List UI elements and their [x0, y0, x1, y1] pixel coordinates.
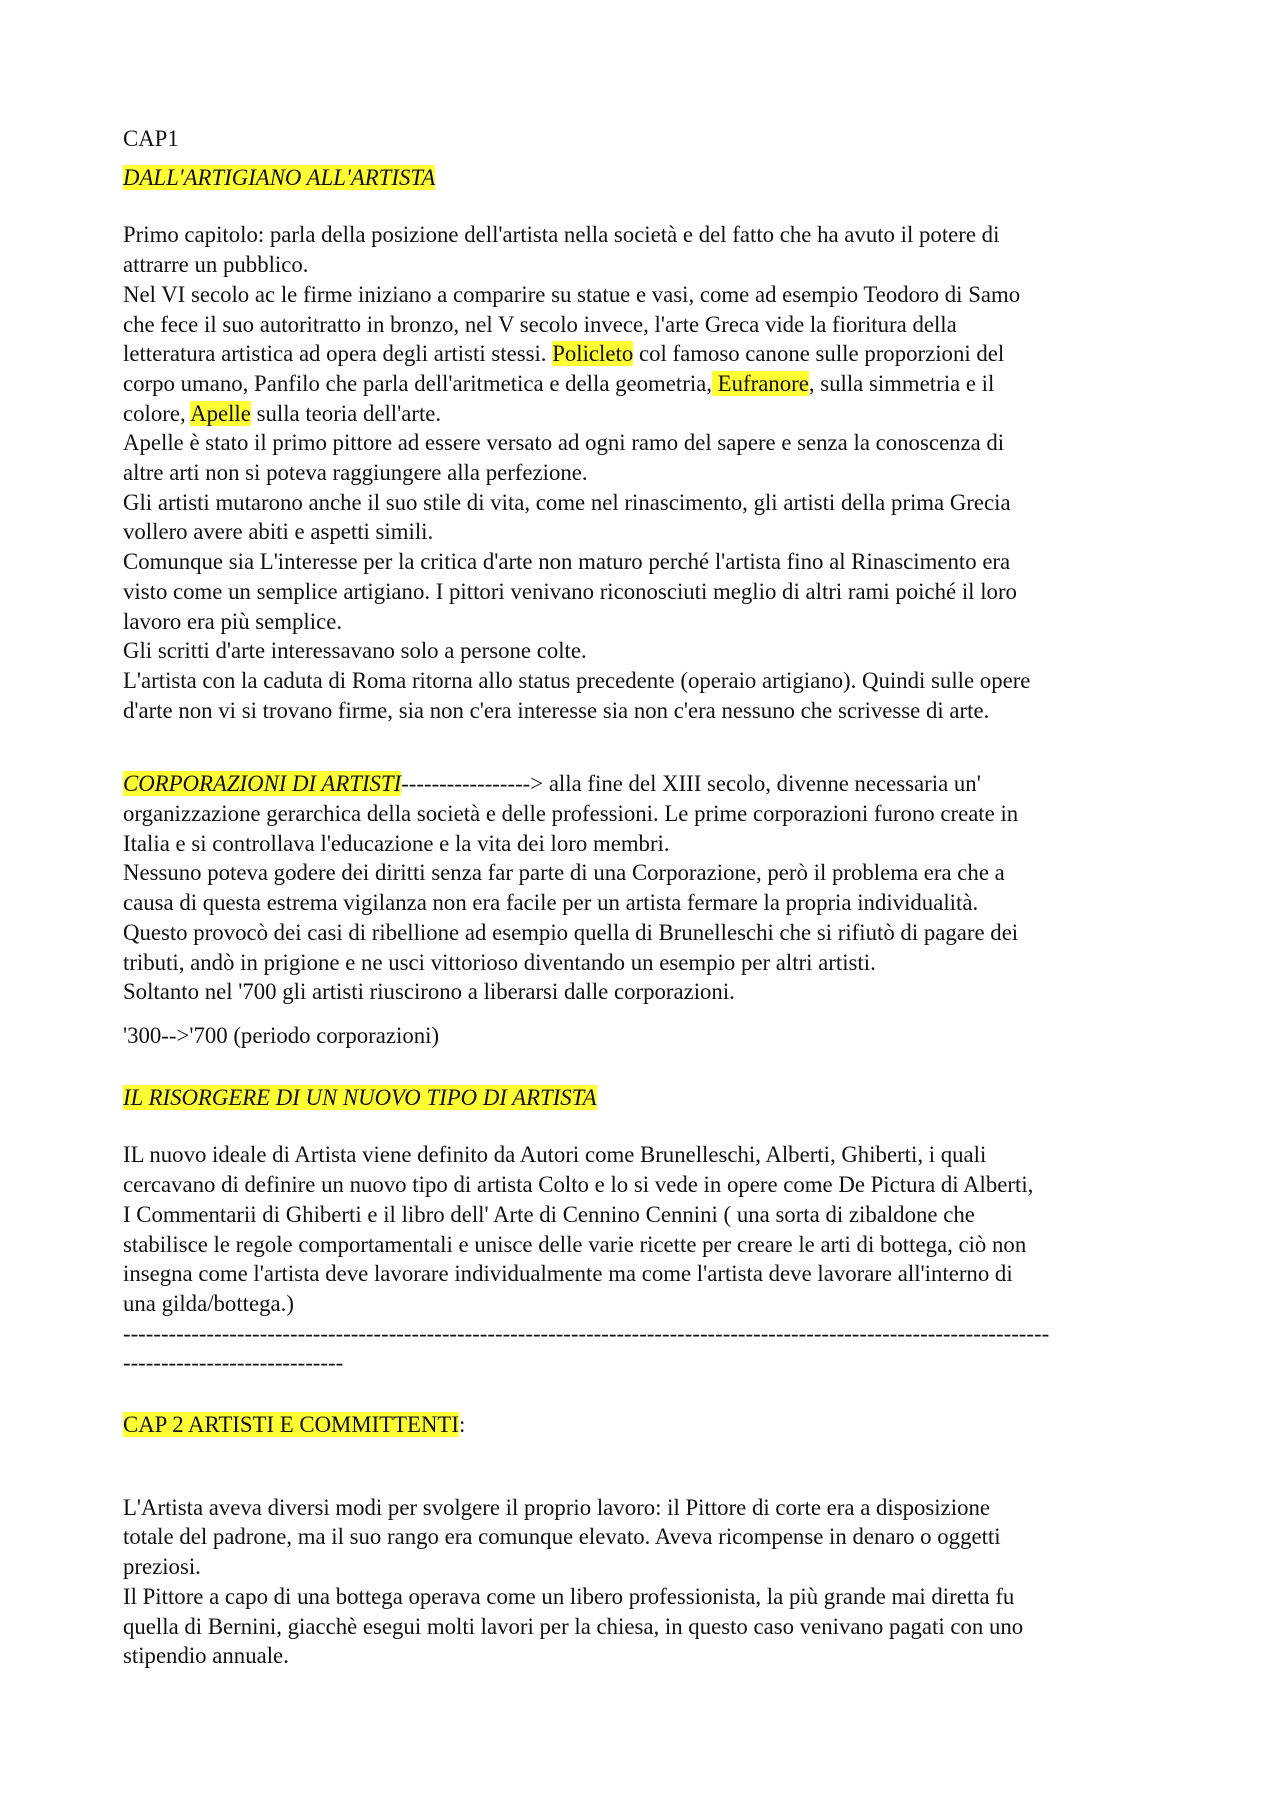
paragraph-line: Il Pittore a capo di una bottega operava come un libero professionista, la più grande mai diretta fu — [123, 1583, 1015, 1609]
paragraph-line: totale del padrone, ma il suo rango era comunque elevato. Aveva ricompense in denaro o oggetti — [123, 1524, 1001, 1550]
paragraph-line: quella di Bernini, giacchè esegui molti lavori per la chiesa, in questo caso venivano pagati con uno — [123, 1613, 1024, 1639]
paragraph-line — [123, 369, 1160, 399]
paragraph-line: L'artista con la caduta di Roma ritorna allo status precedente (operaio artigiano). Quindi sulle opere — [123, 667, 1031, 693]
paragraph-line: lavoro era più semplice. — [123, 608, 343, 634]
paragraph-line — [123, 769, 1160, 799]
highlight-eufranore: Eufranore — [711, 370, 809, 396]
heading-text: DALL'ARTIGIANO ALL'ARTISTA — [123, 164, 436, 190]
paragraph-line: insegna come l'artista deve lavorare individualmente ma come l'artista deve lavorare all'interno di — [123, 1261, 1013, 1287]
paragraph-line: attrarre un pubblico. — [123, 252, 309, 278]
section-2-paragraph — [123, 769, 1160, 1007]
paragraph-line: Soltanto nel '700 gli artisti riuscirono a liberarsi dalle corporazioni. — [123, 979, 735, 1005]
paragraph-line: Apelle è stato il primo pittore ad essere versato ad ogni ramo del sapere e senza la conoscenza di — [123, 430, 1005, 456]
text-run: -----------------> alla fine del XIII secolo, divenne necessaria un' — [401, 771, 981, 797]
dashed-rule: -------------------------------------------------------------------------------------------------------------------------- — [123, 1320, 1050, 1346]
text-run: , sulla simmetria e il — [808, 370, 995, 396]
section-4-paragraph — [123, 1493, 1160, 1671]
paragraph-line: tributi, andò in prigione e ne usci vittorioso diventando un esempio per altri artisti. — [123, 949, 876, 975]
paragraph-line: Primo capitolo: parla della posizione dell'artista nella società e del fatto che ha avuto il potere di — [123, 222, 1000, 248]
paragraph-line: Gli artisti mutarono anche il suo stile di vita, come nel rinascimento, gli artisti della prima Grecia — [123, 489, 1011, 515]
paragraph-line: preziosi. — [123, 1554, 201, 1580]
paragraph-line — [123, 339, 1160, 369]
paragraph-line: I Commentarii di Ghiberti e il libro dell' Arte di Cennino Cennini ( una sorta di zibaldone che — [123, 1201, 975, 1227]
heading-risorgere — [123, 1083, 1160, 1113]
heading-colon: : — [458, 1412, 466, 1438]
paragraph-line: Nel VI secolo ac le firme iniziano a comparire su statue e vasi, come ad esempio Teodoro di Samo — [123, 281, 1021, 307]
paragraph-line: una gilda/bottega.) — [123, 1290, 294, 1316]
text-run: colore, — [123, 400, 191, 426]
heading-corporazioni: CORPORAZIONI DI ARTISTI — [123, 771, 402, 797]
paragraph-line: stipendio annuale. — [123, 1643, 289, 1669]
paragraph-line — [123, 399, 1160, 429]
paragraph-line: cercavano di definire un nuovo tipo di artista Colto e lo si vede in opere come De Pictura di Alberti, — [123, 1172, 1034, 1198]
chapter-label: CAP1 — [123, 126, 179, 151]
text-run: letteratura artistica ad opera degli artisti stessi. — [123, 341, 553, 367]
paragraph-line: stabilisce le regole comportamentali e unisce delle varie ricette per creare le arti di bottega, ciò non — [123, 1231, 1027, 1257]
heading-dallartigiano — [123, 163, 1160, 193]
heading-text: IL RISORGERE DI UN NUOVO TIPO DI ARTISTA — [123, 1084, 597, 1110]
paragraph-line: d'arte non vi si trovano firme, sia non c'era interesse sia non c'era nessuno che scrivesse di arte. — [123, 697, 990, 723]
paragraph-line: Gli scritti d'arte interessavano solo a persone colte. — [123, 638, 587, 664]
heading-text: CAP 2 ARTISTI E COMMITTENTI — [123, 1412, 459, 1438]
period-note: '300-->'700 (periodo corporazioni) — [123, 1022, 440, 1048]
paragraph-line: organizzazione gerarchica della società e delle professioni. Le prime corporazioni furono create in — [123, 801, 1019, 827]
section-3-paragraph — [123, 1140, 1160, 1378]
highlight-apelle: Apelle — [190, 400, 251, 426]
text-run: sulla teoria dell'arte. — [250, 400, 442, 426]
text-run: col famoso canone sulle proporzioni del — [633, 341, 1005, 367]
paragraph-line: Nessuno poteva godere dei diritti senza far parte di una Corporazione, però il problema era che a — [123, 860, 1005, 886]
paragraph-line: Comunque sia L'interesse per la critica d'arte non maturo perché l'artista fino al Rinascimento era — [123, 549, 1011, 575]
paragraph-line: visto come un semplice artigiano. I pittori venivano riconosciuti meglio di altri rami poiché il loro — [123, 578, 1017, 604]
paragraph-line: IL nuovo ideale di Artista viene definito da Autori come Brunelleschi, Alberti, Ghiberti, i quali — [123, 1142, 987, 1168]
text-run: corpo umano, Panfilo che parla dell'aritmetica e della geometria, — [123, 370, 712, 396]
paragraph-line: che fece il suo autoritratto in bronzo, nel V secolo invece, l'arte Greca vide la fioritura della — [123, 311, 957, 337]
heading-cap2 — [123, 1410, 1160, 1440]
dashed-rule: ----------------------------- — [123, 1350, 344, 1376]
paragraph-line: altre arti non si poteva raggiungere alla perfezione. — [123, 460, 588, 486]
paragraph-line: causa di questa estrema vigilanza non era facile per un artista fermare la propria individualità. — [123, 890, 979, 916]
paragraph-line: Questo provocò dei casi di ribellione ad esempio quella di Brunelleschi che si rifiutò di pagare dei — [123, 919, 1019, 945]
paragraph-line: L'Artista aveva diversi modi per svolgere il proprio lavoro: il Pittore di corte era a disposizione — [123, 1494, 990, 1520]
highlight-policleto: Policleto — [552, 341, 634, 367]
section-1-paragraph — [123, 220, 1160, 725]
paragraph-line: Italia e si controllava l'educazione e la vita dei loro membri. — [123, 830, 670, 856]
paragraph-line: vollero avere abiti e aspetti simili. — [123, 519, 434, 545]
